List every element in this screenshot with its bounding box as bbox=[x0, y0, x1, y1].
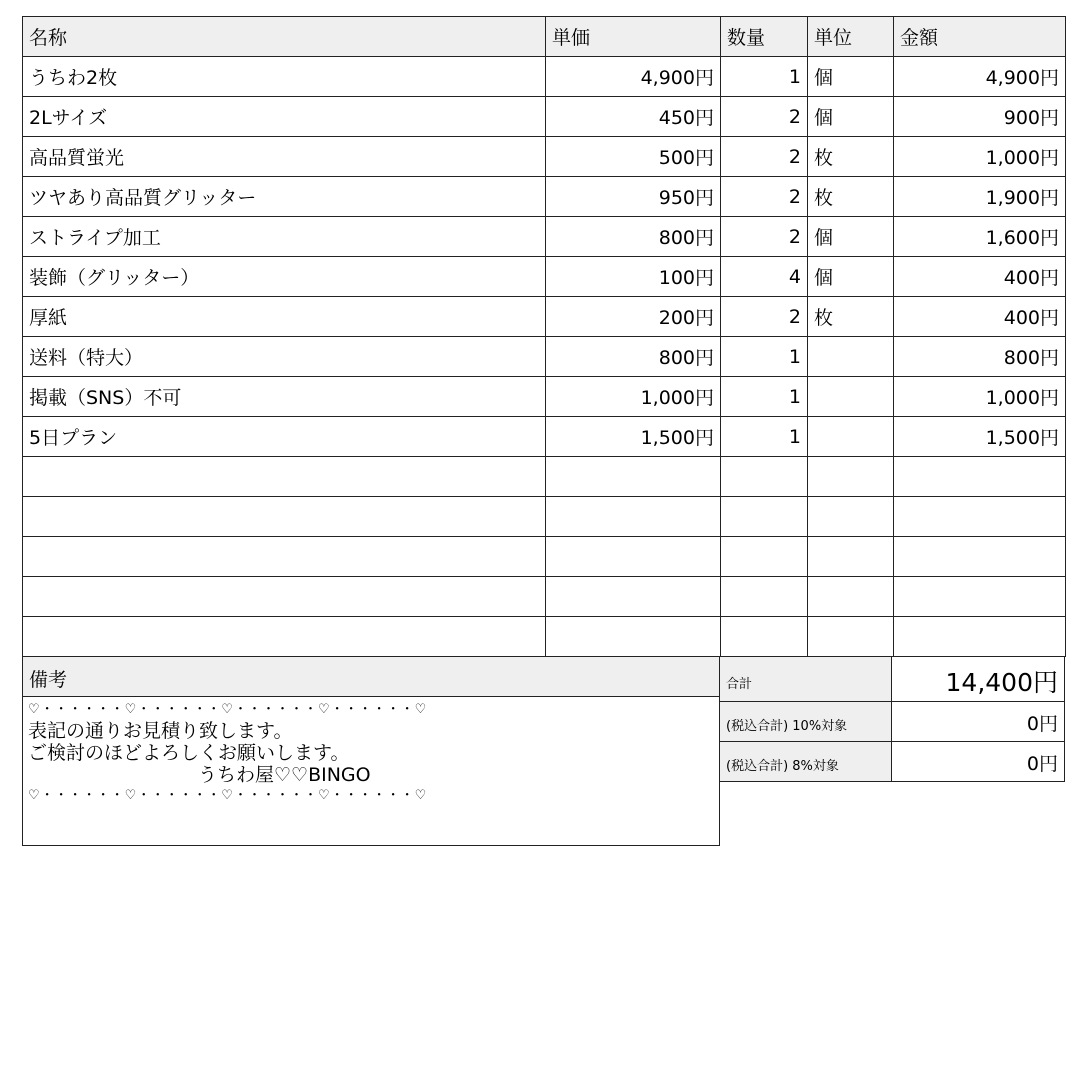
cell-unit bbox=[808, 497, 894, 537]
remarks-line-1: 表記の通りお見積り致します。 bbox=[28, 720, 293, 742]
cell-quantity: 4 bbox=[721, 257, 808, 297]
cell-quantity bbox=[721, 617, 808, 657]
tax10-label: (税込合計) 10%対象 bbox=[719, 701, 892, 742]
cell-unit bbox=[808, 377, 894, 417]
cell-unit bbox=[808, 577, 894, 617]
cell-amount: 400円 bbox=[894, 257, 1066, 297]
table-row bbox=[23, 57, 1066, 97]
table-row bbox=[23, 97, 1066, 137]
cell-amount: 1,000円 bbox=[894, 377, 1066, 417]
items-table bbox=[22, 16, 1066, 657]
cell-name: ストライプ加工 bbox=[23, 217, 546, 257]
remarks-deco-bottom: ♡・・・・・・♡・・・・・・♡・・・・・・♡・・・・・・♡ bbox=[28, 788, 428, 803]
table-row bbox=[23, 497, 1066, 537]
cell-unit-price: 450円 bbox=[546, 97, 721, 137]
remarks-body bbox=[22, 696, 720, 846]
cell-amount: 900円 bbox=[894, 97, 1066, 137]
remarks-signature: うちわ屋♡♡BINGO bbox=[198, 764, 371, 786]
cell-unit-price bbox=[546, 537, 721, 577]
column-header-name: 名称 bbox=[23, 17, 546, 57]
table-row bbox=[23, 217, 1066, 257]
cell-quantity: 2 bbox=[721, 297, 808, 337]
cell-unit-price: 1,500円 bbox=[546, 417, 721, 457]
column-header-quantity: 数量 bbox=[721, 17, 808, 57]
remarks-deco-top: ♡・・・・・・♡・・・・・・♡・・・・・・♡・・・・・・♡ bbox=[28, 702, 428, 717]
cell-quantity: 1 bbox=[721, 417, 808, 457]
column-header-amount: 金額 bbox=[894, 17, 1066, 57]
tax8-label: (税込合計) 8%対象 bbox=[719, 741, 892, 782]
table-row bbox=[23, 337, 1066, 377]
table-row bbox=[23, 457, 1066, 497]
total-label: 合計 bbox=[719, 656, 892, 702]
cell-amount bbox=[894, 497, 1066, 537]
cell-quantity bbox=[721, 497, 808, 537]
cell-unit bbox=[808, 537, 894, 577]
total-value: 14,400円 bbox=[891, 656, 1065, 702]
totals-block bbox=[719, 656, 1065, 782]
cell-amount: 1,000円 bbox=[894, 137, 1066, 177]
cell-name: 5日プラン bbox=[23, 417, 546, 457]
cell-unit-price bbox=[546, 577, 721, 617]
table-header-row bbox=[23, 17, 1066, 57]
cell-unit-price bbox=[546, 497, 721, 537]
tax8-value: 0円 bbox=[891, 741, 1065, 782]
cell-unit-price: 500円 bbox=[546, 137, 721, 177]
cell-name bbox=[23, 457, 546, 497]
cell-unit: 枚 bbox=[808, 137, 894, 177]
estimate-sheet bbox=[22, 16, 1065, 857]
cell-amount: 1,600円 bbox=[894, 217, 1066, 257]
cell-unit-price: 800円 bbox=[546, 217, 721, 257]
cell-quantity: 2 bbox=[721, 97, 808, 137]
remarks-label: 備考 bbox=[22, 656, 720, 697]
cell-name bbox=[23, 617, 546, 657]
tax10-row bbox=[719, 701, 1065, 742]
cell-unit-price: 800円 bbox=[546, 337, 721, 377]
cell-name: 送料（特大） bbox=[23, 337, 546, 377]
column-header-unit-price: 単価 bbox=[546, 17, 721, 57]
cell-name bbox=[23, 537, 546, 577]
cell-quantity: 1 bbox=[721, 337, 808, 377]
cell-quantity: 2 bbox=[721, 177, 808, 217]
cell-unit bbox=[808, 417, 894, 457]
cell-unit-price: 1,000円 bbox=[546, 377, 721, 417]
cell-name: 2Lサイズ bbox=[23, 97, 546, 137]
cell-quantity: 2 bbox=[721, 217, 808, 257]
cell-unit bbox=[808, 457, 894, 497]
cell-amount: 800円 bbox=[894, 337, 1066, 377]
cell-quantity: 1 bbox=[721, 57, 808, 97]
cell-amount: 400円 bbox=[894, 297, 1066, 337]
cell-amount bbox=[894, 537, 1066, 577]
cell-quantity: 1 bbox=[721, 377, 808, 417]
cell-name: ツヤあり高品質グリッター bbox=[23, 177, 546, 217]
cell-unit-price: 950円 bbox=[546, 177, 721, 217]
cell-unit: 個 bbox=[808, 217, 894, 257]
table-row bbox=[23, 137, 1066, 177]
cell-unit bbox=[808, 337, 894, 377]
cell-unit-price bbox=[546, 617, 721, 657]
total-row bbox=[719, 656, 1065, 702]
cell-unit: 枚 bbox=[808, 297, 894, 337]
table-row bbox=[23, 177, 1066, 217]
cell-name: 厚紙 bbox=[23, 297, 546, 337]
cell-unit: 個 bbox=[808, 57, 894, 97]
cell-quantity bbox=[721, 457, 808, 497]
cell-amount: 1,500円 bbox=[894, 417, 1066, 457]
table-row bbox=[23, 257, 1066, 297]
cell-name: 掲載（SNS）不可 bbox=[23, 377, 546, 417]
cell-quantity bbox=[721, 537, 808, 577]
remarks-line-2: ご検討のほどよろしくお願いします。 bbox=[28, 742, 350, 764]
column-header-unit: 単位 bbox=[808, 17, 894, 57]
cell-unit: 個 bbox=[808, 97, 894, 137]
cell-quantity bbox=[721, 577, 808, 617]
table-row bbox=[23, 297, 1066, 337]
cell-unit-price: 100円 bbox=[546, 257, 721, 297]
cell-amount bbox=[894, 457, 1066, 497]
cell-unit: 枚 bbox=[808, 177, 894, 217]
cell-amount bbox=[894, 617, 1066, 657]
cell-name bbox=[23, 577, 546, 617]
cell-amount: 1,900円 bbox=[894, 177, 1066, 217]
cell-unit-price: 200円 bbox=[546, 297, 721, 337]
cell-unit-price: 4,900円 bbox=[546, 57, 721, 97]
cell-amount: 4,900円 bbox=[894, 57, 1066, 97]
tax8-row bbox=[719, 741, 1065, 782]
cell-unit-price bbox=[546, 457, 721, 497]
summary-area bbox=[22, 657, 1065, 857]
table-row bbox=[23, 537, 1066, 577]
cell-unit bbox=[808, 617, 894, 657]
tax10-value: 0円 bbox=[891, 701, 1065, 742]
cell-unit: 個 bbox=[808, 257, 894, 297]
table-row bbox=[23, 577, 1066, 617]
cell-quantity: 2 bbox=[721, 137, 808, 177]
table-row bbox=[23, 377, 1066, 417]
cell-name: 装飾（グリッター） bbox=[23, 257, 546, 297]
table-row bbox=[23, 417, 1066, 457]
table-row bbox=[23, 617, 1066, 657]
cell-name bbox=[23, 497, 546, 537]
cell-name: 高品質蛍光 bbox=[23, 137, 546, 177]
cell-name: うちわ2枚 bbox=[23, 57, 546, 97]
cell-amount bbox=[894, 577, 1066, 617]
